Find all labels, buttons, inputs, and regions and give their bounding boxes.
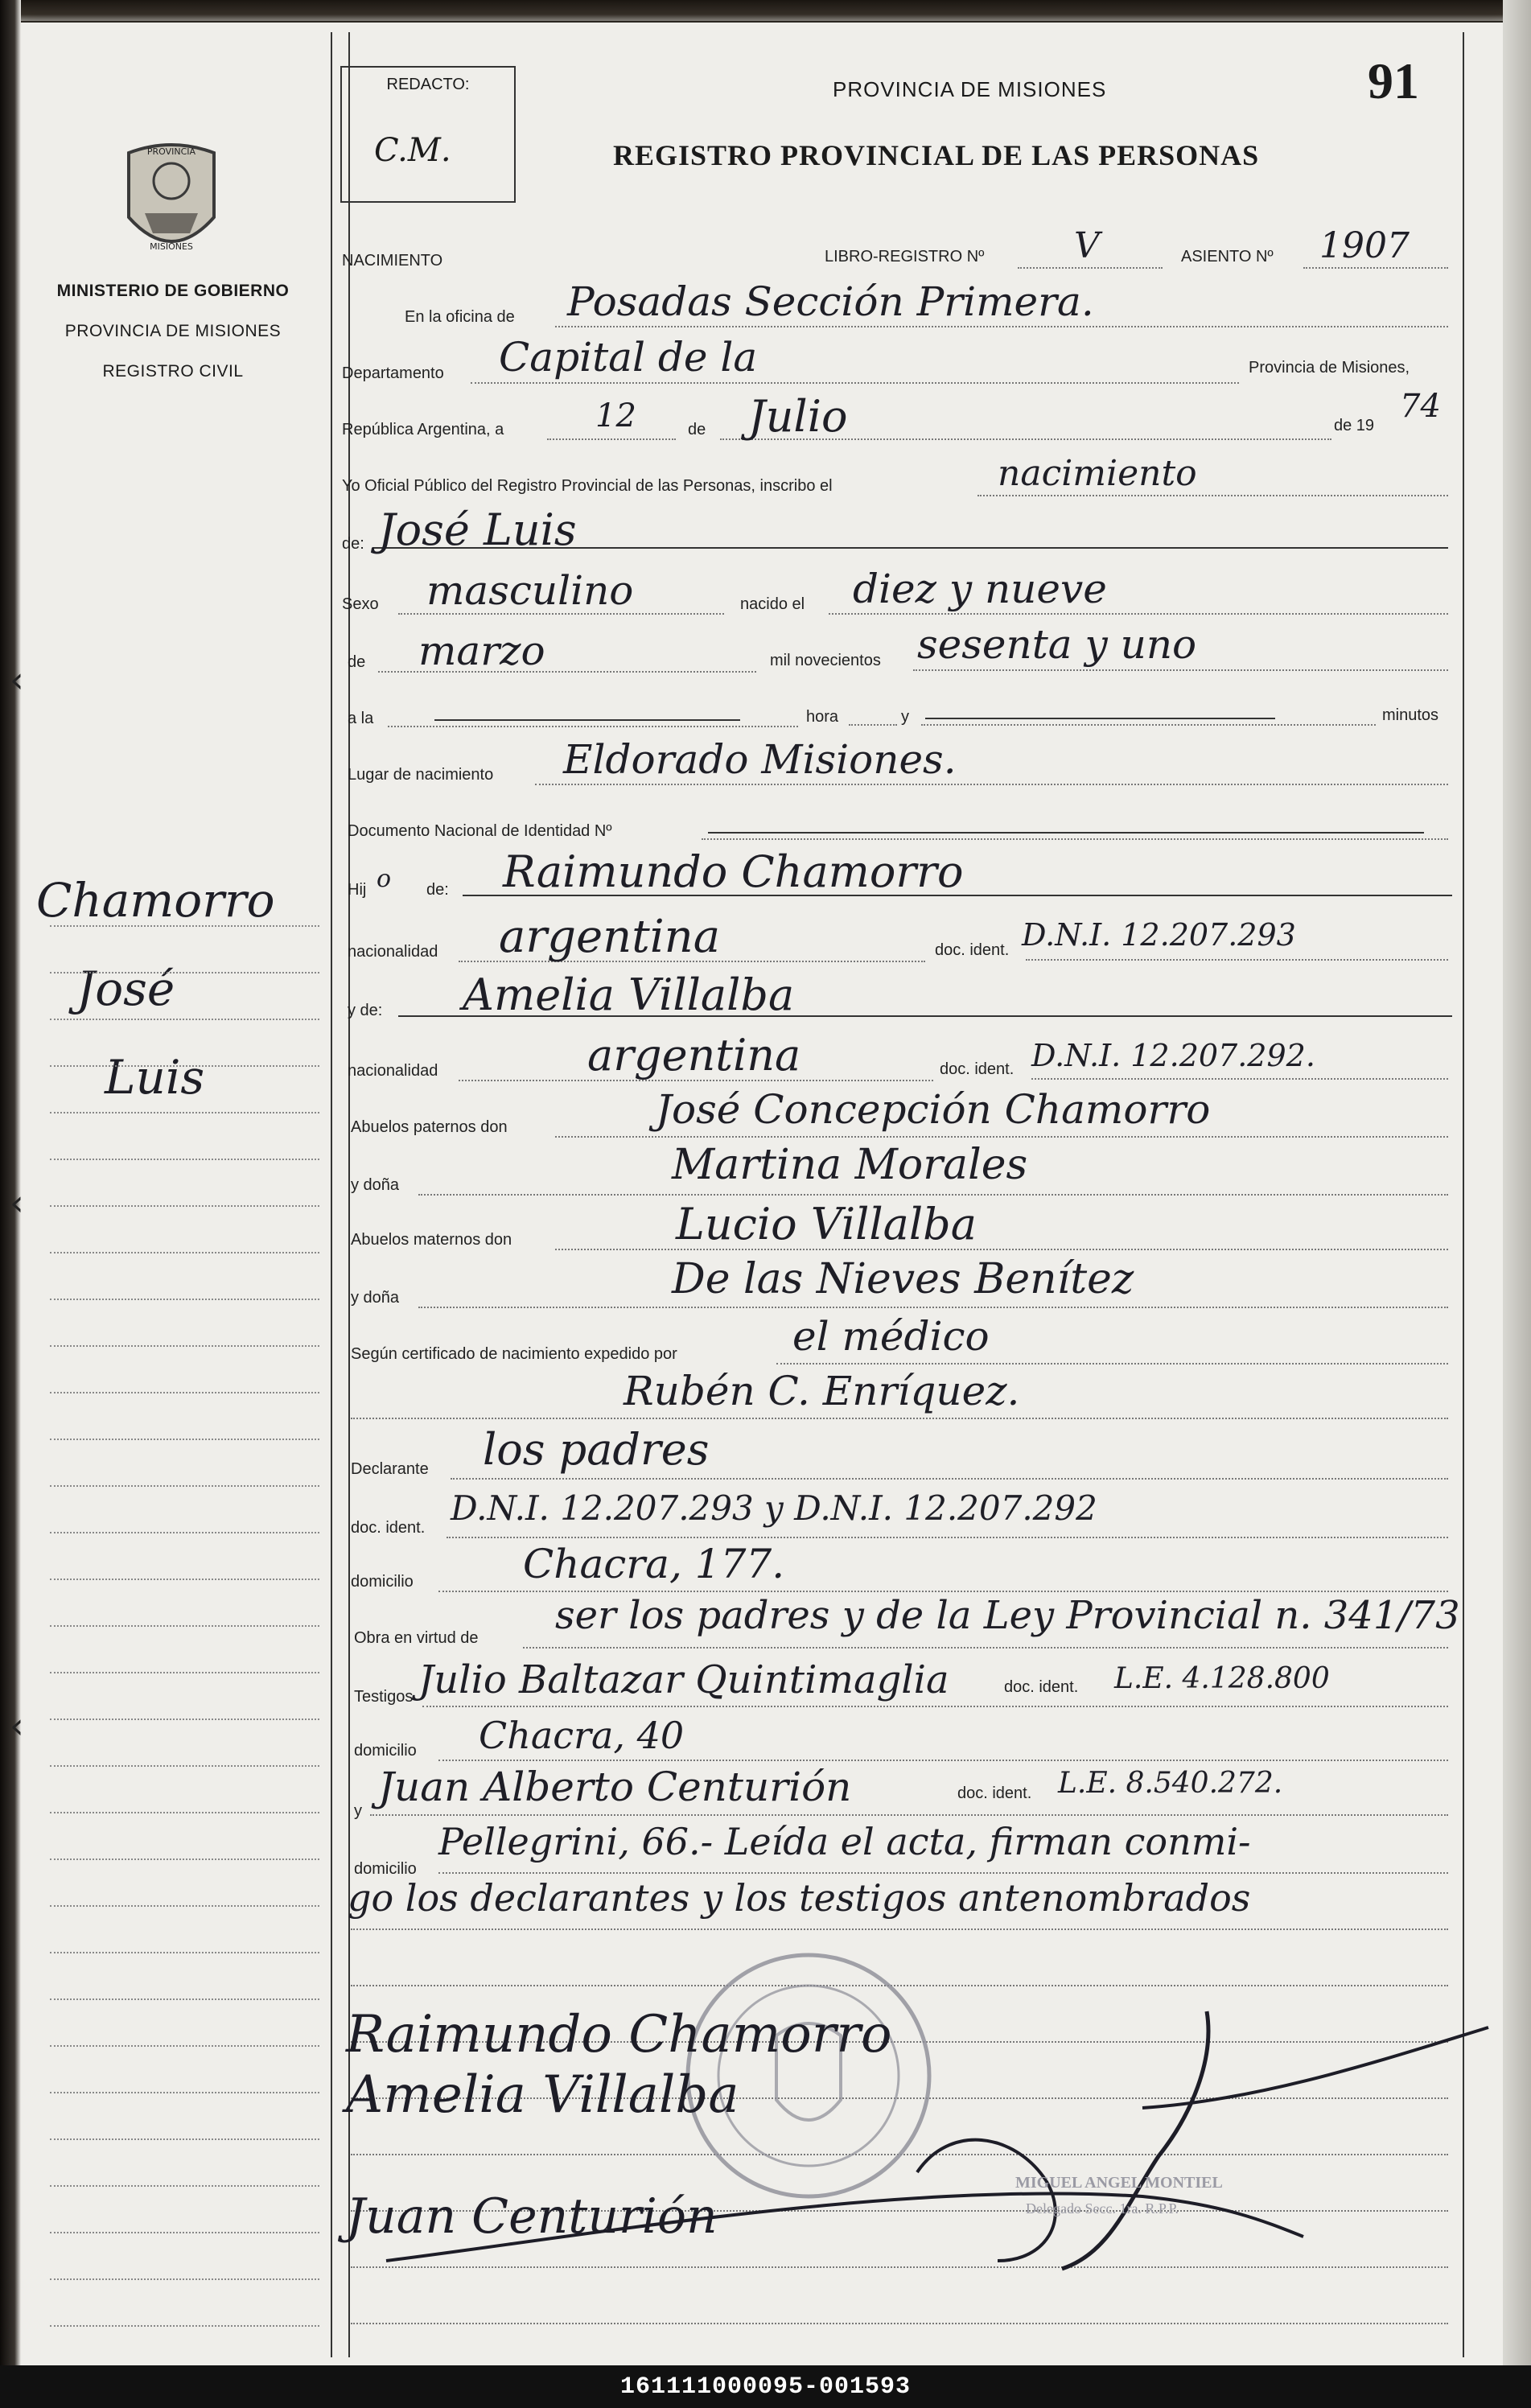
field-line	[438, 1760, 1448, 1761]
doctor-name: Rubén C. Enríquez.	[624, 1368, 1020, 1414]
field-line	[1026, 959, 1448, 961]
hora-label: hora	[806, 708, 839, 726]
maternal-grandfather: Lucio Villalba	[676, 1199, 977, 1249]
field-line	[1018, 267, 1163, 269]
birth-month: marzo	[418, 628, 545, 674]
ministry-label: MINISTERIO DE GOBIERNO	[56, 282, 290, 300]
stub-line	[50, 1719, 319, 1720]
place-value: Eldorado Misiones.	[563, 736, 957, 783]
field-line	[388, 726, 798, 727]
field-line	[418, 1194, 1448, 1196]
top-shadow	[0, 0, 1531, 24]
y-small: y	[354, 1802, 362, 1820]
republic-label: República Argentina, a	[342, 421, 504, 438]
frame-line	[331, 32, 332, 2357]
notary-stamp-name: MIGUEL ANGEL MONTIEL	[1015, 2174, 1223, 2192]
stub-province: PROVINCIA DE MISIONES	[64, 322, 282, 340]
maternal-label: Abuelos maternos don	[351, 1231, 512, 1249]
stub-line	[50, 1112, 319, 1113]
child-label: Hij	[348, 881, 367, 899]
header-registry: REGISTRO PROVINCIAL DE LAS PERSONAS	[613, 139, 1260, 171]
paternal-grandfather: José Concepción Chamorro	[656, 1086, 1211, 1133]
page-number: 91	[1368, 52, 1419, 109]
mother-name: Amelia Villalba	[463, 969, 795, 1020]
birth-year-text: sesenta y uno	[917, 621, 1197, 668]
act-type: NACIMIENTO	[342, 252, 443, 270]
stub-line	[50, 1905, 319, 1907]
field-line	[849, 724, 897, 726]
nationality-label: nacionalidad	[348, 1062, 438, 1080]
dept-label: Departamento	[342, 364, 444, 382]
field-line	[438, 1872, 1448, 1874]
field-line	[535, 784, 1448, 785]
father-name: Raimundo Chamorro	[503, 846, 964, 897]
officer-text: Yo Oficial Público del Registro Provincial de las Personas, inscribo el	[342, 477, 833, 495]
stub-line	[50, 1019, 319, 1020]
basis-value: ser los padres y de la Ley Provincial n. 341/73	[555, 1593, 1460, 1638]
stub-line	[50, 1532, 319, 1533]
doc-label: doc. ident.	[1004, 1678, 1079, 1696]
field-line	[447, 1537, 1448, 1538]
stub-line	[50, 2138, 319, 2140]
stub-line	[50, 1439, 319, 1440]
field-line	[1303, 267, 1448, 269]
field-line	[1031, 1078, 1448, 1080]
stub-line	[50, 1812, 319, 1813]
book-label: LIBRO-REGISTRO Nº	[825, 248, 985, 265]
office-label: En la oficina de	[405, 308, 515, 326]
doc-label: doc. ident.	[940, 1060, 1014, 1078]
field-line	[913, 669, 1448, 671]
field-line	[555, 326, 1448, 327]
witness1-domicile: Chacra, 40	[479, 1714, 685, 1757]
emblem-text: MISIONES	[150, 241, 193, 252]
month-label: de	[348, 653, 366, 671]
signature-amelia: Amelia Villalba	[346, 2065, 739, 2125]
domicile-value: Chacra, 177.	[523, 1541, 785, 1587]
province-emblem-icon	[121, 137, 222, 265]
stub-line	[50, 1065, 319, 1067]
certificate-label: Según certificado de nacimiento expedido por	[351, 1345, 677, 1363]
margin-tick: ‹	[10, 1706, 24, 1747]
father-doc: D.N.I. 12.207.293	[1022, 917, 1296, 953]
year-value: 74	[1400, 388, 1441, 425]
field-line	[451, 1478, 1448, 1480]
office-value: Posadas Sección Primera.	[567, 278, 1094, 325]
field-line	[418, 1307, 1448, 1308]
stub-line	[50, 1205, 319, 1207]
stub-line	[50, 2092, 319, 2093]
emblem-text: PROVINCIA	[146, 146, 196, 157]
month-value: Julio	[748, 391, 848, 442]
seat-label: ASIENTO Nº	[1181, 248, 1274, 265]
stub-line	[50, 1858, 319, 1860]
domicile-label: domicilio	[354, 1860, 417, 1878]
document-id: 161111000095-001593	[0, 2365, 1531, 2408]
signature-raimundo: Raimundo Chamorro	[346, 2005, 892, 2064]
witness2-domicile: Pellegrini, 66.- Leída el acta, firman conmi-	[438, 1820, 1251, 1863]
field-line	[776, 1363, 1448, 1365]
stub-line	[50, 1392, 319, 1393]
mother-label: y de:	[348, 1002, 383, 1019]
field-line	[829, 613, 1448, 615]
stub-line	[50, 1252, 319, 1253]
stub-line	[50, 1345, 319, 1347]
stub-line	[50, 2045, 319, 2047]
certificate-value: el médico	[792, 1313, 990, 1360]
maternal-grandmother: De las Nieves Benítez	[672, 1255, 1134, 1303]
y-label: y	[901, 708, 909, 726]
stub-line	[50, 1299, 319, 1300]
nationality-label: nacionalidad	[348, 943, 438, 961]
paternal-label: Abuelos paternos don	[351, 1118, 508, 1136]
strike-line	[434, 719, 740, 721]
officer-value: nacimiento	[998, 453, 1197, 494]
witness1-name: Julio Baltazar Quintimaglia	[418, 1657, 949, 1702]
header-province: PROVINCIA DE MISIONES	[833, 77, 1107, 101]
doc-label: doc. ident.	[935, 941, 1010, 959]
dona-label: y doña	[351, 1289, 400, 1307]
day-value: 12	[595, 397, 636, 434]
declarant-label: Declarante	[351, 1460, 429, 1478]
witness2-name: Juan Alberto Centurión	[378, 1764, 852, 1810]
field-line	[370, 1814, 1448, 1816]
stub-line	[50, 1672, 319, 1673]
witness1-doc: L.E. 4.128.800	[1114, 1662, 1330, 1695]
redacto-label: REDACTO:	[386, 76, 470, 93]
stub-line	[50, 1579, 319, 1580]
doc-label: doc. ident.	[957, 1784, 1032, 1802]
stub-line	[50, 1485, 319, 1487]
basis-label: Obra en virtud de	[354, 1629, 479, 1647]
sex-label: Sexo	[342, 595, 379, 613]
redacto-box	[340, 66, 516, 203]
witness-label: Testigos	[354, 1688, 414, 1706]
place-label: Lugar de nacimiento	[348, 766, 494, 784]
mother-nationality: argentina	[587, 1030, 801, 1081]
dept-value: Capital de la	[499, 334, 758, 381]
stub-line	[50, 1952, 319, 1953]
page-edge	[1503, 0, 1531, 2408]
born-value: diez y nueve	[853, 566, 1107, 612]
stub-name: Luis	[105, 1050, 205, 1105]
field-line	[547, 438, 676, 440]
stub-line	[50, 2325, 319, 2327]
person-name: José Luis	[378, 504, 577, 555]
stub-line	[50, 1625, 319, 1627]
a-la-label: a la	[348, 710, 374, 727]
stub-line	[50, 2278, 319, 2280]
field-line	[977, 495, 1448, 496]
declarant-doc-value: D.N.I. 12.207.293 y D.N.I. 12.207.292	[451, 1488, 1097, 1528]
stub-line	[50, 972, 319, 973]
seat-value: 1907	[1319, 225, 1410, 266]
field-line	[555, 1136, 1448, 1138]
field-line	[351, 2323, 1448, 2324]
child-de: de:	[426, 881, 449, 899]
domicile-label: domicilio	[351, 1573, 414, 1591]
stub-name: José	[76, 961, 175, 1016]
father-nationality: argentina	[499, 911, 721, 963]
province-suffix: Provincia de Misiones,	[1249, 359, 1410, 377]
born-label: nacido el	[740, 595, 805, 613]
field-line	[523, 1647, 1448, 1649]
margin-tick: ‹	[10, 660, 24, 701]
signature-juan: Juan Centurión	[346, 2188, 718, 2245]
redacto-value: C.M.	[374, 132, 451, 169]
field-line	[351, 1928, 1448, 1930]
year-label: de 19	[1334, 417, 1375, 434]
paternal-grandmother: Martina Morales	[672, 1141, 1028, 1189]
closing-text: go los declarantes y los testigos antenombrados	[348, 1876, 1251, 1920]
domicile-label: domicilio	[354, 1742, 417, 1760]
stub-line	[50, 1765, 319, 1767]
stub-line	[50, 2232, 319, 2233]
margin-tick: ‹	[10, 1183, 24, 1224]
de-label: de	[688, 421, 706, 438]
stub-line	[50, 1159, 319, 1160]
strike-line	[925, 718, 1275, 719]
de-name-label: de:	[342, 535, 364, 553]
field-line	[422, 1706, 1448, 1707]
mother-doc: D.N.I. 12.207.292.	[1031, 1038, 1315, 1073]
minutos-label: minutos	[1382, 706, 1439, 724]
dona-label: y doña	[351, 1176, 400, 1194]
stub-line	[50, 2185, 319, 2187]
strike-line	[708, 832, 1424, 834]
field-line	[471, 382, 1239, 384]
sex-value: masculino	[426, 567, 634, 614]
field-line	[438, 1591, 1448, 1592]
dni-label: Documento Nacional de Identidad Nº	[348, 822, 612, 840]
declarant-doc-label: doc. ident.	[351, 1519, 426, 1537]
signatures-area	[338, 1995, 1496, 2301]
stub-surname: Chamorro	[36, 873, 275, 928]
book-value: V	[1074, 225, 1100, 266]
stub-line	[50, 1998, 319, 2000]
notary-stamp-title: Delegado Secc. 1ra. R.P.P.	[1026, 2200, 1179, 2217]
declarant-value: los padres	[483, 1424, 710, 1475]
child-suffix: o	[377, 865, 392, 893]
witness2-doc: L.E. 8.540.272.	[1058, 1767, 1283, 1800]
field-line	[702, 838, 1448, 840]
field-line	[921, 724, 1376, 726]
stub-line	[50, 925, 319, 927]
year-text-label: mil novecientos	[770, 652, 881, 669]
stub-registry: REGISTRO CIVIL	[102, 362, 244, 381]
field-line	[351, 1418, 1448, 1419]
